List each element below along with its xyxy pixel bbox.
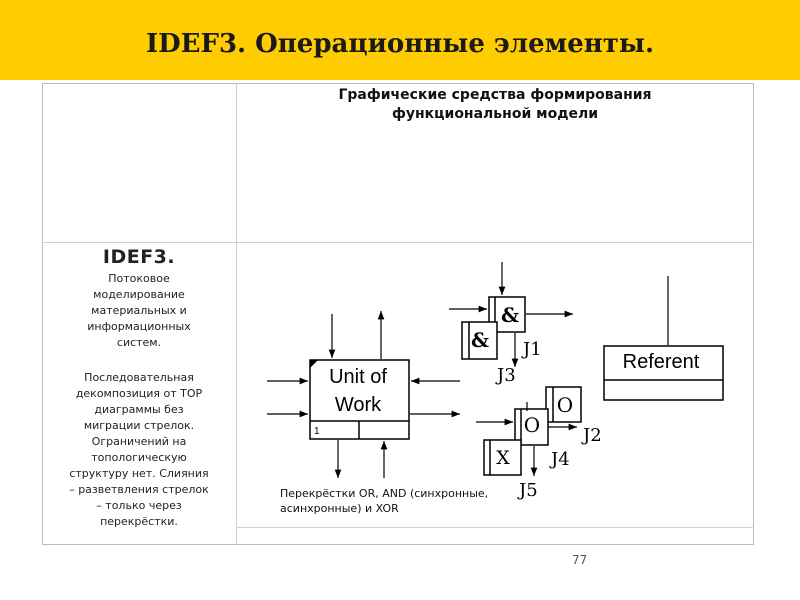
- or-xor-junctions: [476, 387, 602, 501]
- text-line: материальных и: [91, 304, 187, 317]
- j1-label: J1: [523, 339, 542, 360]
- text-line: Потоковое: [108, 272, 170, 285]
- column-header-line: Графические средства формирования: [338, 87, 652, 103]
- text-line: Ограничений на: [91, 435, 187, 448]
- j4-symbol: O: [523, 413, 541, 437]
- unit-of-work-box: [310, 360, 409, 439]
- text-line: – разветвления стрелок: [69, 483, 209, 496]
- caption-line: Перекрёстки OR, AND (синхронные,: [280, 487, 489, 500]
- column-header-line: функциональной модели: [391, 106, 599, 122]
- referent-label: Referent: [622, 351, 700, 373]
- text-line: Последовательная: [84, 371, 194, 384]
- j3-label: J3: [497, 365, 516, 386]
- caption-line: асинхронные) и XOR: [280, 502, 399, 515]
- text-line: топологическую: [91, 451, 187, 464]
- text-line: декомпозиция от TOP: [75, 387, 203, 400]
- j5-symbol: X: [496, 447, 510, 469]
- text-line: – только через: [96, 499, 182, 512]
- text-line: информационных: [87, 320, 191, 333]
- left-cell-title: IDEF3.: [102, 246, 176, 268]
- text-line: диаграммы без: [94, 403, 184, 416]
- uow-label-line1: Unit of: [329, 366, 387, 388]
- slide-title: IDEF3. Операционные элементы.: [145, 29, 655, 59]
- j4-label: J4: [551, 449, 570, 470]
- j3-symbol: &: [470, 328, 490, 352]
- and-junctions: [449, 262, 573, 386]
- j2-label: J2: [583, 425, 602, 446]
- page-number: 77: [572, 553, 588, 567]
- uow-number: 1: [314, 426, 320, 437]
- junctions-caption: [280, 486, 520, 516]
- j2-symbol: O: [556, 393, 574, 417]
- text-line: перекрёстки.: [100, 515, 178, 528]
- uow-label-line2: Work: [334, 394, 382, 416]
- j1-symbol: &: [500, 303, 520, 327]
- text-line: структуру нет. Слияния: [69, 467, 209, 480]
- referent-box: [604, 276, 723, 400]
- j5-label: J5: [519, 480, 538, 501]
- text-line: систем.: [116, 336, 162, 349]
- text-line: миграции стрелок.: [83, 419, 195, 432]
- text-line: моделирование: [93, 288, 185, 301]
